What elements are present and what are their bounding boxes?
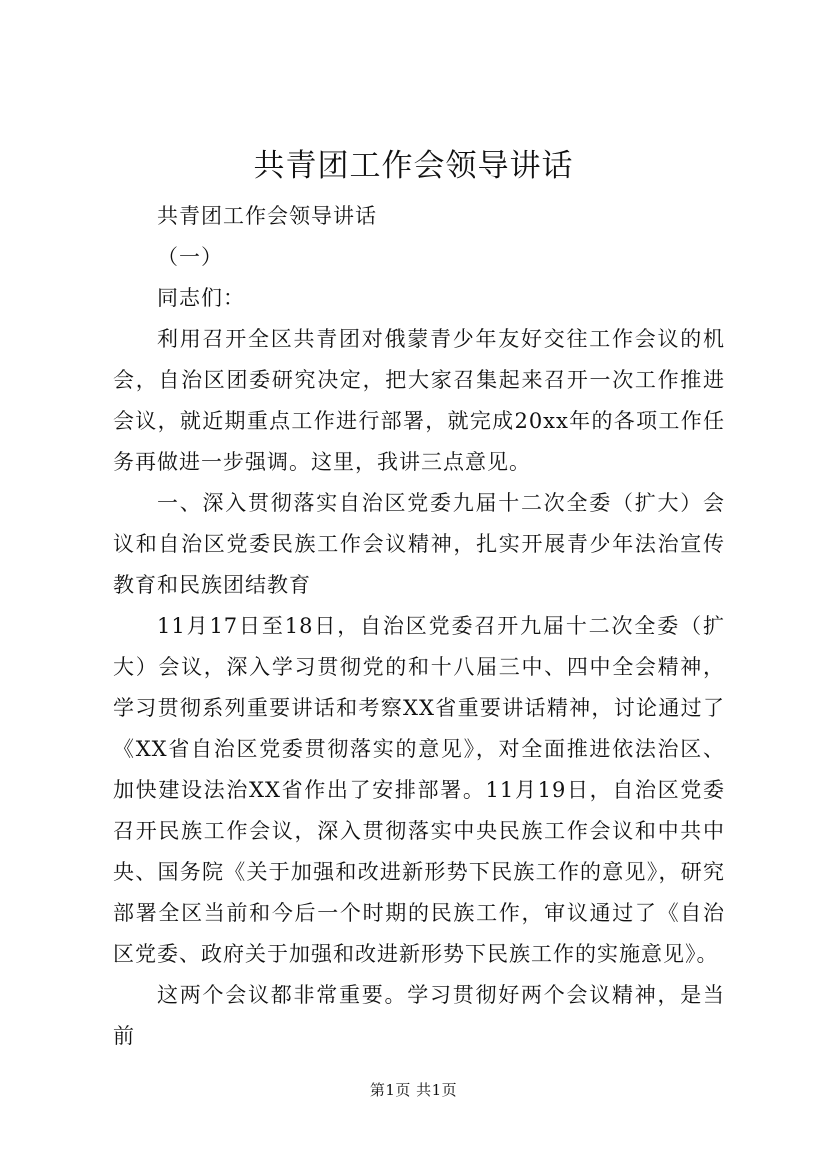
intro-paragraph: 利用召开全区共青团对俄蒙青少年友好交往工作会议的机会，自治区团委研究决定，把大家召集起来召开一次工作推进会议，就近期重点工作进行部署，就完成20xx年的各项工作任务再做进一步强调。这里，我讲三点意见。 <box>113 327 725 474</box>
subtitle-paragraph: 共青团工作会领导讲话 <box>157 204 377 228</box>
salutation-paragraph: 同志们： <box>157 286 245 310</box>
document-body <box>113 196 725 1057</box>
body-paragraph: 这两个会议都非常重要。学习贯彻好两个会议精神，是当前 <box>113 983 725 1048</box>
heading-paragraph: 一、深入贯彻落实自治区党委九届十二次全委（扩大）会议和自治区党委民族工作会议精神，扎实开展青少年法治宣传教育和民族团结教育 <box>113 491 725 597</box>
page-footer: 第1页 共1页 <box>369 1081 458 1099</box>
body-paragraph: 11月17日至18日，自治区党委召开九届十二次全委（扩大）会议，深入学习贯彻党的和十八届三中、四中全会精神，学习贯彻系列重要讲话和考察XX省重要讲话精神，讨论通过了《XX省自治区党委贯彻落实的意见》，对全面推进依法治区、加快建设法治XX省作出了安排部署。11月19日，自治区党委召开民族工作会议，深入贯彻落实中央民族工作会议和中共中央、国务院《关于加强和改进新形势下民族工作的意见》，研究部署全区当前和今后一个时期的民族工作，审议通过了《自治区党委、政府关于加强和改进新形势下民族工作的实施意见》。 <box>113 614 725 966</box>
section-number-paragraph: （一） <box>157 245 223 269</box>
document-title: 共青团工作会领导讲话 <box>253 148 574 184</box>
